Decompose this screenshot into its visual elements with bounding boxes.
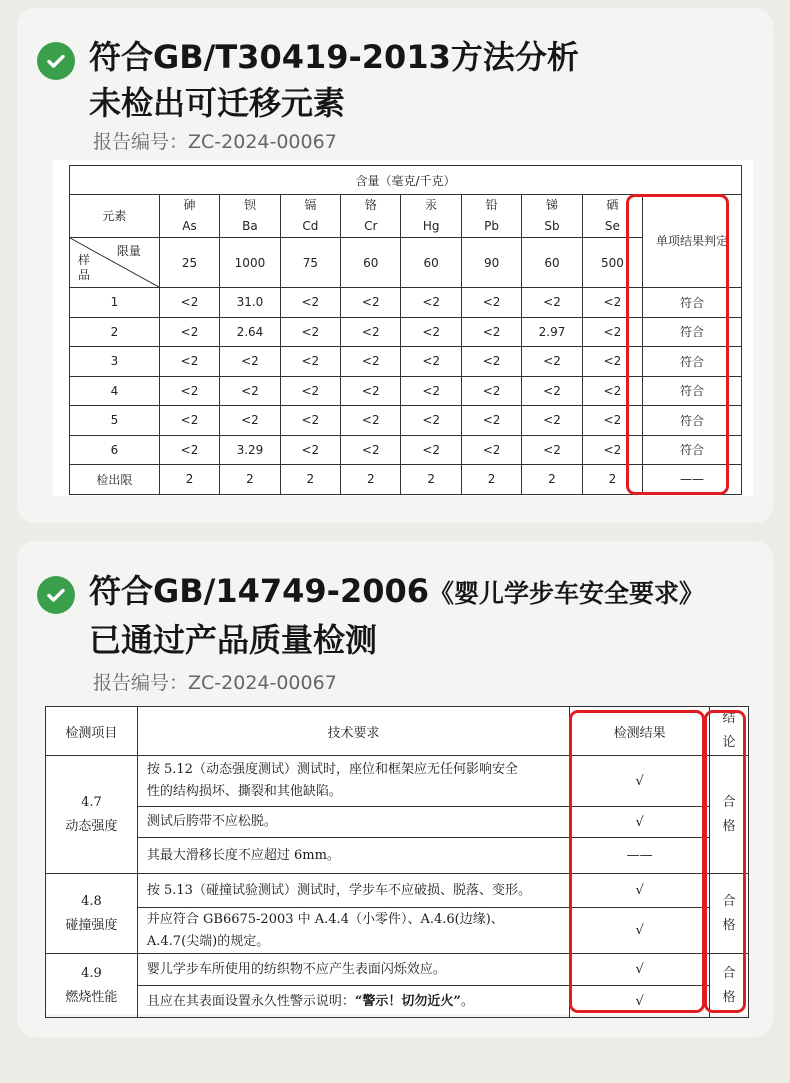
limit-value: 25 <box>159 238 219 288</box>
conclusion-cell: 合 格 <box>710 756 749 874</box>
section1-title-line1: 符合GB/T30419-2013方法分析 <box>89 38 579 76</box>
verdict-cell: 符合 <box>643 435 742 465</box>
col-conclusion-header: 结 论 <box>710 707 749 756</box>
table-cell: 2.64 <box>220 317 280 347</box>
table-cell: 2 <box>280 465 340 495</box>
table-cell: <2 <box>461 376 521 406</box>
table-cell: <2 <box>280 317 340 347</box>
element-header: 镉 Cd <box>280 195 340 238</box>
quality-test-table <box>45 706 749 1018</box>
verdict-cell: 符合 <box>643 376 742 406</box>
table-row <box>70 435 742 465</box>
table-cell: <2 <box>582 376 642 406</box>
element-content-table <box>69 165 742 495</box>
verdict-header: 单项结果判定 <box>643 195 742 288</box>
test-item-flammability: 4.9 燃烧性能 <box>46 954 138 1018</box>
quality-table-image <box>45 706 749 1014</box>
limit-value: 75 <box>280 238 340 288</box>
element-test-card <box>17 8 773 523</box>
table-row <box>70 288 742 318</box>
table-cell: 2 <box>461 465 521 495</box>
limit-value: 60 <box>341 238 401 288</box>
check-circle-icon <box>37 42 75 80</box>
limit-sample-corner <box>70 238 160 288</box>
detection-limit-row <box>70 465 742 495</box>
table-row <box>70 406 742 436</box>
table-cell: <2 <box>582 435 642 465</box>
table-cell: <2 <box>461 347 521 377</box>
table-cell: <2 <box>159 347 219 377</box>
table-cell: <2 <box>159 288 219 318</box>
requirement-text: 其最大滑移长度不应超过 6mm。 <box>137 838 569 874</box>
requirement-text: 按 5.13（碰撞试验测试）测试时，学步车不应破损、脱落、变形。 <box>137 874 569 908</box>
table-title: 含量（毫克/千克） <box>70 166 742 195</box>
table-cell: <2 <box>401 435 461 465</box>
col-item-header: 检测项目 <box>46 707 138 756</box>
limit-value: 500 <box>582 238 642 288</box>
sample-number: 3 <box>70 347 160 377</box>
table-cell: <2 <box>341 288 401 318</box>
table-cell: <2 <box>280 288 340 318</box>
result-cell: √ <box>570 954 710 986</box>
requirement-text: 按 5.12（动态强度测试）测试时，座位和框架应无任何影响安全 性的结构损坏、撕裂和其他缺陷。 <box>137 756 569 807</box>
quality-test-card <box>17 541 773 1037</box>
verdict-cell: 符合 <box>643 317 742 347</box>
col-result-header: 检测结果 <box>570 707 710 756</box>
result-cell: —— <box>570 838 710 874</box>
section2-title <box>89 568 704 663</box>
table-cell: <2 <box>401 406 461 436</box>
table-cell: <2 <box>461 435 521 465</box>
sample-number: 6 <box>70 435 160 465</box>
table-cell: <2 <box>341 376 401 406</box>
table-cell: <2 <box>582 406 642 436</box>
sample-number: 1 <box>70 288 160 318</box>
table-cell: <2 <box>280 347 340 377</box>
test-item-dynamic-strength: 4.7 动态强度 <box>46 756 138 874</box>
table-cell: <2 <box>159 376 219 406</box>
element-header: 汞 Hg <box>401 195 461 238</box>
table-cell: <2 <box>401 317 461 347</box>
requirement-text: 且应在其表面设置永久性警示说明：“警示！切勿近火”。 <box>137 986 569 1018</box>
section2-title-line2: 已通过产品质量检测 <box>89 621 378 659</box>
sample-number: 2 <box>70 317 160 347</box>
conclusion-cell: 合 格 <box>710 874 749 954</box>
result-cell: √ <box>570 986 710 1018</box>
sample-number: 4 <box>70 376 160 406</box>
requirement-text: 测试后胯带不应松脱。 <box>137 807 569 838</box>
element-table-image <box>53 160 753 496</box>
limit-value: 60 <box>522 238 582 288</box>
table-cell: <2 <box>159 317 219 347</box>
section1-title <box>89 34 579 126</box>
table-cell: <2 <box>159 435 219 465</box>
verdict-cell: 符合 <box>643 347 742 377</box>
element-label: 元素 <box>70 195 160 238</box>
section2-heading <box>37 568 704 663</box>
verdict-cell: 符合 <box>643 288 742 318</box>
table-cell: <2 <box>159 406 219 436</box>
table-cell: <2 <box>280 376 340 406</box>
table-cell: <2 <box>341 435 401 465</box>
table-cell: 2 <box>401 465 461 495</box>
table-cell: 2 <box>220 465 280 495</box>
table-cell: <2 <box>582 288 642 318</box>
requirement-text: 婴儿学步车所使用的纺织物不应产生表面闪烁效应。 <box>137 954 569 986</box>
section1-title-line2: 未检出可迁移元素 <box>89 84 346 122</box>
result-cell: √ <box>570 807 710 838</box>
limit-value: 1000 <box>220 238 280 288</box>
element-header: 锑 Sb <box>522 195 582 238</box>
section2-report-number: 报告编号：ZC-2024-00067 <box>93 672 337 694</box>
table-cell: <2 <box>522 288 582 318</box>
sample-number: 5 <box>70 406 160 436</box>
table-cell: <2 <box>341 317 401 347</box>
conclusion-cell: 合 格 <box>710 954 749 1018</box>
element-header: 铬 Cr <box>341 195 401 238</box>
table-cell: 31.0 <box>220 288 280 318</box>
table-row <box>70 347 742 377</box>
table-cell: <2 <box>401 347 461 377</box>
table-cell: <2 <box>220 376 280 406</box>
element-header: 铅 Pb <box>461 195 521 238</box>
table-cell: <2 <box>461 288 521 318</box>
element-header: 硒 Se <box>582 195 642 238</box>
limit-label: 限量 <box>116 244 141 258</box>
limit-value: 90 <box>461 238 521 288</box>
table-cell: <2 <box>582 317 642 347</box>
table-cell: <2 <box>461 317 521 347</box>
table-cell: <2 <box>522 435 582 465</box>
limit-value: 60 <box>401 238 461 288</box>
table-cell: 2 <box>582 465 642 495</box>
table-cell: <2 <box>280 406 340 436</box>
requirement-text: 并应符合 GB6675-2003 中 A.4.4（小零件）、A.4.6(边缘)、 A.4.7(尖端)的规定。 <box>137 908 569 954</box>
col-req-header: 技术要求 <box>137 707 569 756</box>
section1-report-number: 报告编号：ZC-2024-00067 <box>93 131 337 153</box>
verdict-cell: 符合 <box>643 406 742 436</box>
table-cell: <2 <box>341 406 401 436</box>
table-cell: <2 <box>522 347 582 377</box>
table-cell: 2 <box>341 465 401 495</box>
table-cell: <2 <box>401 288 461 318</box>
section1-heading <box>37 34 579 126</box>
table-row <box>70 317 742 347</box>
check-circle-icon <box>37 576 75 614</box>
test-item-impact-strength: 4.8 碰撞强度 <box>46 874 138 954</box>
table-cell: <2 <box>341 347 401 377</box>
table-cell: <2 <box>461 406 521 436</box>
result-cell: √ <box>570 756 710 807</box>
table-cell: <2 <box>220 347 280 377</box>
sample-label: 样 品 <box>78 253 91 282</box>
table-row <box>70 376 742 406</box>
table-cell: <2 <box>522 376 582 406</box>
verdict-cell: —— <box>643 465 742 495</box>
table-cell: 3.29 <box>220 435 280 465</box>
detection-limit-label: 检出限 <box>70 465 160 495</box>
table-cell: <2 <box>522 406 582 436</box>
section2-title-line1: 符合GB/14749-2006《婴儿学步车安全要求》 <box>89 572 705 610</box>
element-header: 钡 Ba <box>220 195 280 238</box>
table-cell: 2.97 <box>522 317 582 347</box>
table-cell: 2 <box>159 465 219 495</box>
result-cell: √ <box>570 908 710 954</box>
result-cell: √ <box>570 874 710 908</box>
table-cell: <2 <box>280 435 340 465</box>
table-cell: <2 <box>220 406 280 436</box>
table-cell: 2 <box>522 465 582 495</box>
table-cell: <2 <box>401 376 461 406</box>
table-cell: <2 <box>582 347 642 377</box>
element-header: 砷 As <box>159 195 219 238</box>
